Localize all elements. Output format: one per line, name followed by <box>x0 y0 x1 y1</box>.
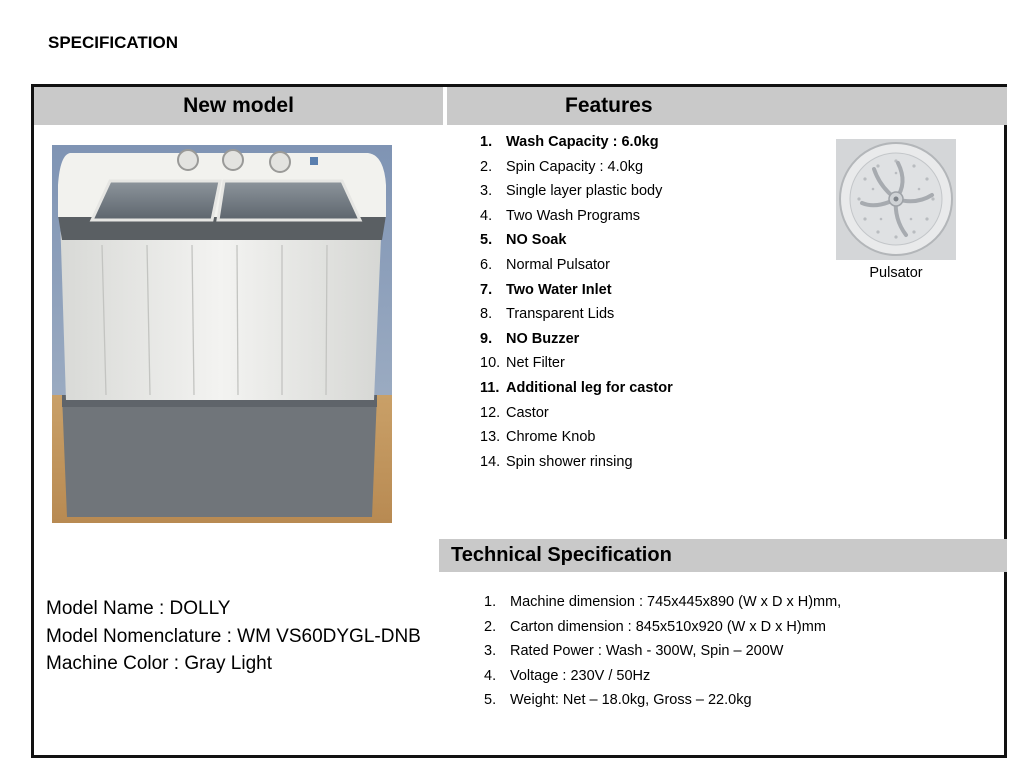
item-text: Single layer plastic body <box>506 183 663 200</box>
item-number: 1. <box>480 134 493 150</box>
item-text: Voltage : 230V / 50Hz <box>510 667 651 684</box>
item-text: Chrome Knob <box>506 429 596 446</box>
new-model-header-label: New model <box>183 94 294 117</box>
item-text: Net Filter <box>506 355 565 372</box>
list-item <box>480 253 673 278</box>
item-number: 6. <box>480 256 493 273</box>
item-number: 13. <box>480 429 501 446</box>
item-number: 3. <box>480 183 493 200</box>
item-text: Carton dimension : 845x510x920 (W x D x H)mm <box>510 618 826 635</box>
item-text: Transparent Lids <box>506 306 615 323</box>
item-text: Wash Capacity : 6.0kg <box>506 134 659 150</box>
model-nomenclature: Model Nomenclature : WM VS60DYGL-DNB <box>46 625 421 647</box>
list-item <box>480 179 673 204</box>
item-number: 7. <box>480 281 493 298</box>
list-item <box>480 450 673 475</box>
item-number: 1. <box>484 594 497 610</box>
item-number: 11. <box>480 379 500 396</box>
item-text: Castor <box>506 404 549 421</box>
list-item <box>480 130 673 155</box>
features-header <box>447 87 1007 125</box>
list-item <box>480 204 673 229</box>
model-name: Model Name : DOLLY <box>46 598 231 619</box>
item-text: Weight: Net – 18.0kg, Gross – 22.0kg <box>510 692 752 709</box>
technical-specification-header-label: Technical Specification <box>451 544 672 566</box>
list-item <box>480 425 673 450</box>
list-item <box>484 590 841 615</box>
list-item <box>480 302 673 327</box>
item-number: 10. <box>480 355 501 372</box>
pulsator-image <box>836 139 956 260</box>
item-number: 9. <box>480 330 493 347</box>
list-item <box>484 639 841 664</box>
item-text: NO Buzzer <box>506 330 580 347</box>
list-item <box>480 228 673 253</box>
features-list <box>480 130 673 474</box>
item-number: 14. <box>480 453 501 470</box>
page-title: SPECIFICATION <box>48 33 179 52</box>
list-item <box>480 351 673 376</box>
item-number: 8. <box>480 306 493 323</box>
item-text: Normal Pulsator <box>506 256 610 273</box>
item-number: 4. <box>484 667 497 684</box>
technical-specification-list <box>484 590 841 713</box>
pulsator-caption: Pulsator <box>869 265 923 281</box>
item-number: 12. <box>480 404 501 421</box>
list-item <box>480 401 673 426</box>
list-item <box>484 615 841 640</box>
item-text: Two Wash Programs <box>506 207 641 224</box>
list-item <box>480 155 673 180</box>
list-item <box>480 327 673 352</box>
model-info <box>46 595 421 678</box>
item-text: NO Soak <box>506 232 567 249</box>
list-item <box>480 376 673 401</box>
item-text: Spin Capacity : 4.0kg <box>506 158 644 175</box>
technical-specification-header <box>439 539 1007 572</box>
item-number: 2. <box>480 158 493 175</box>
item-text: Two Water Inlet <box>506 281 612 298</box>
list-item <box>480 278 673 303</box>
item-number: 5. <box>480 232 493 249</box>
machine-color: Machine Color : Gray Light <box>46 653 272 674</box>
item-text: Rated Power : Wash - 300W, Spin – 200W <box>510 643 784 660</box>
item-number: 5. <box>484 692 497 709</box>
item-number: 2. <box>484 618 497 635</box>
item-text: Spin shower rinsing <box>506 453 633 470</box>
item-number: 4. <box>480 207 493 224</box>
new-model-header <box>34 87 443 125</box>
item-number: 3. <box>484 643 497 660</box>
item-text: Machine dimension : 745x445x890 (W x D x H)mm, <box>510 594 842 610</box>
features-header-label: Features <box>565 94 653 117</box>
washing-machine-image <box>52 145 392 523</box>
list-item <box>484 688 841 713</box>
list-item <box>484 664 841 689</box>
spec-frame <box>31 84 1007 758</box>
item-text: Additional leg for castor <box>506 379 673 396</box>
